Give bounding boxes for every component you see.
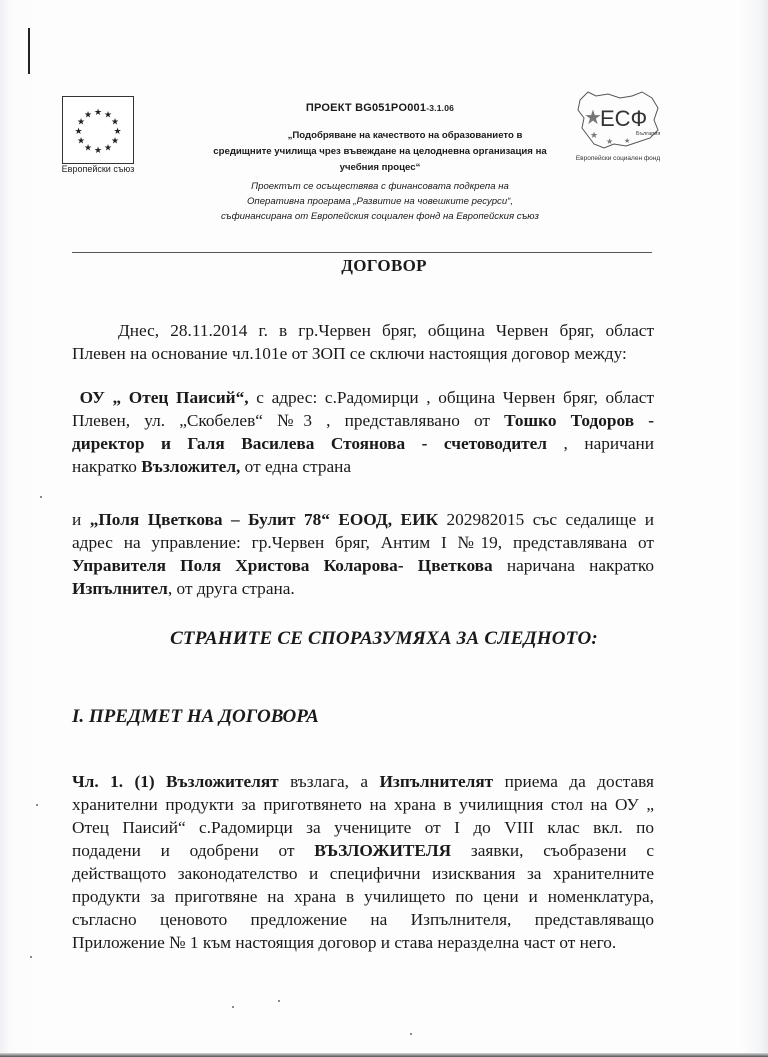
party2-line [72, 577, 654, 600]
eu-caption: Европейски съюз [61, 164, 135, 174]
svg-text:★: ★ [93, 108, 103, 118]
party2-paragraph [72, 508, 654, 600]
svg-text:★: ★ [590, 131, 599, 141]
intro-line: Днес, 28.11.2014 г. в гр.Червен бряг, община Червен бряг, област [118, 321, 654, 340]
article1-label: Чл. 1. (1) Възложителят [72, 772, 279, 791]
article1-line: продукти за приготвяне на храна в училището по цени и номенклатура, [72, 887, 654, 906]
intro-paragraph [72, 319, 654, 365]
scan-speck [232, 1006, 234, 1008]
svg-text:★: ★ [103, 110, 113, 121]
article1-line: Отец Паисий“ с.Радомирци за учениците от I до VIII клас вкл. по [72, 818, 654, 837]
svg-text:★: ★ [624, 137, 631, 145]
party2-line [72, 554, 654, 577]
scan-speck [30, 956, 32, 958]
project-label: ПРОЕКТ BG051PO001 [305, 102, 427, 114]
funding-line: съфинансирана от Европейския социален фонд на Европейския съюз [221, 211, 539, 222]
article1-paragraph [72, 770, 654, 954]
party2-and: и [72, 510, 90, 529]
party2-called: наричана накратко [492, 556, 654, 575]
section-heading: I. ПРЕДМЕТ НА ДОГОВОРА [72, 706, 319, 727]
article1-text: заявки, съобразени с [451, 841, 654, 860]
party2-role: Изпълнител [72, 579, 168, 598]
article1-assignor: ВЪЗЛОЖИТЕЛЯ [314, 841, 452, 860]
party1-line [72, 409, 654, 432]
agreement-heading: СТРАНИТЕ СЕ СПОРАЗУМЯХА ЗА СЛЕДНОТО: [170, 628, 598, 649]
svg-text:★: ★ [606, 137, 614, 146]
article1-text: приема да доставя [493, 772, 654, 791]
article1-line: Приложение № 1 към настоящия договор и става неразделна част от него. [72, 933, 617, 952]
svg-text:★: ★ [584, 105, 602, 129]
party1-side: от една страна [240, 457, 352, 476]
eu-flag-icon [62, 96, 134, 164]
party2-side: , от друга страна. [167, 579, 295, 598]
svg-text:★: ★ [76, 117, 86, 128]
document-title: ДОГОВОР [341, 256, 427, 275]
binder-mark [28, 28, 30, 74]
party1-director: Тошко Тодоров - [504, 411, 654, 430]
party1-called: , наричани [547, 434, 654, 453]
scan-speck [410, 1033, 412, 1035]
party2-company: „Поля Цветкова – Булит 78“ ЕООД, ЕИК [89, 510, 439, 529]
svg-text:★: ★ [93, 146, 103, 156]
party1-street: Плевен, ул. „Скобелев“ №3 , представлявано от [72, 411, 505, 430]
svg-text:★: ★ [83, 143, 93, 154]
party1-role: Възложител, [141, 457, 241, 476]
funding-line: Проектът се осъществява с финансовата подкрепа на [251, 181, 509, 192]
scan-speck [40, 496, 42, 498]
article1-text: подадени и одобрени от [72, 841, 315, 860]
party2-line: адрес на управление: гр.Червен бряг, Антим I №19, представлявана от [72, 533, 654, 552]
party1-paragraph [72, 386, 654, 478]
party2-line [72, 508, 654, 531]
party2-eik: 202982015 със седалище и [438, 510, 654, 529]
page-edge [0, 1053, 768, 1057]
party2-manager: Управителя Поля Христова Коларова- Цветкова [72, 556, 493, 575]
scan-speck [36, 804, 38, 806]
svg-text:ЕСФ: ЕСФ [600, 106, 648, 131]
project-title-line: средищните училища чрез въвеждане на целодневна организация на [213, 146, 547, 157]
intro-line: Плевен на основание чл.101е от ЗОП се сключи настоящия договор между: [72, 344, 627, 363]
svg-text:★: ★ [113, 127, 122, 137]
funding-line: Оперативна програма „Развитие на човешките ресурси“, [246, 196, 514, 207]
project-title-line: „Подобряване на качеството на образованието в [287, 130, 523, 141]
svg-text:★: ★ [110, 117, 120, 128]
article1-line: съгласно ценовото предложение на Изпълнителя, представляващо [72, 910, 654, 929]
party1-line [72, 432, 654, 455]
party1-line [72, 386, 654, 409]
svg-text:★: ★ [110, 136, 120, 147]
svg-text:★: ★ [83, 110, 93, 121]
party1-line [72, 455, 654, 478]
party1-short: накратко [72, 457, 142, 476]
article1-line [72, 839, 654, 862]
article1-line: действащото законодателство и специфични изисквания за хранителните [72, 864, 654, 883]
project-code-suffix: -3.1.06 [426, 103, 455, 113]
party1-officers: директор и Галя Василева Стоянова - счетоводител [72, 434, 548, 453]
party1-address: с адрес: с.Радомирци , община Червен бряг, област [248, 388, 655, 407]
article1-contractor: Изпълнителят [379, 772, 494, 791]
project-title-line: учебния процес“ [339, 162, 421, 173]
svg-text:★: ★ [74, 127, 83, 137]
article1-line: хранителни продукти за приготвянето на храна в училищния стол на ОУ „ [72, 795, 654, 814]
esf-caption: Европейски социален фонд [575, 155, 661, 162]
svg-text:★: ★ [76, 136, 86, 147]
party1-name: ОУ „ Отец Паисий“, [79, 388, 249, 407]
article1-line [72, 770, 654, 793]
scan-speck [278, 1000, 280, 1002]
article1-text: възлага, а [278, 772, 380, 791]
svg-text:България: България [636, 131, 661, 137]
svg-text:★: ★ [103, 143, 113, 154]
header-divider [72, 252, 652, 253]
project-code [150, 102, 610, 114]
